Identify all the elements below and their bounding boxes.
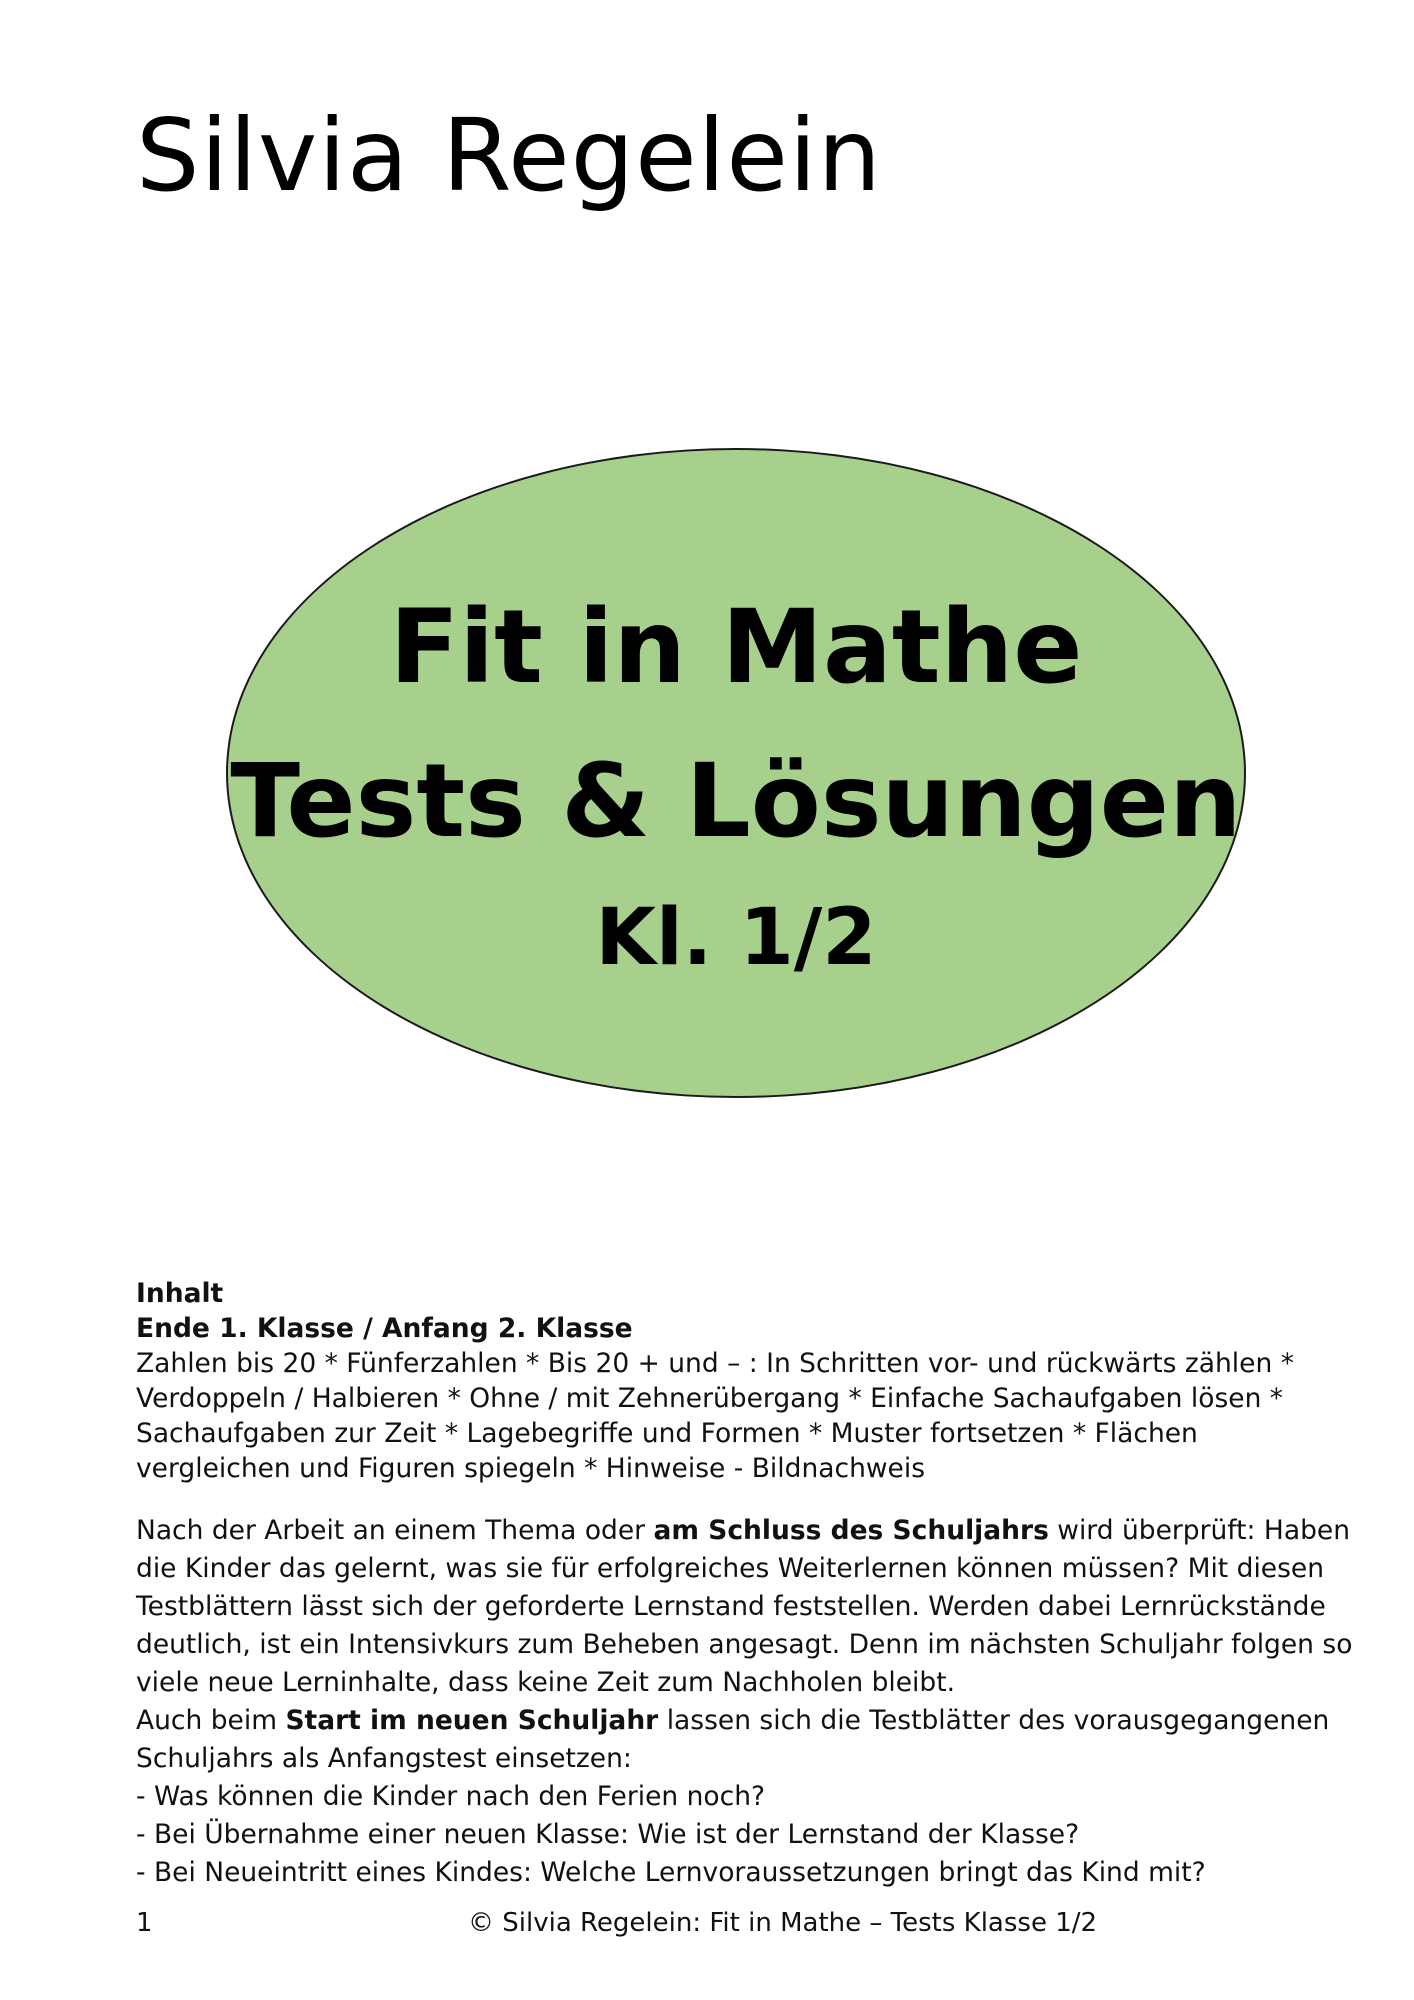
page-number: 1 bbox=[136, 1908, 153, 1938]
intro-p2-text-start: Auch beim bbox=[136, 1705, 286, 1736]
contents-subheading: Ende 1. Klasse / Anfang 2. Klasse bbox=[136, 1313, 633, 1344]
intro-paragraph-2 bbox=[136, 1702, 1356, 1778]
intro-text bbox=[136, 1512, 1356, 1892]
contents-heading: Inhalt bbox=[136, 1278, 224, 1309]
contents-topics: Zahlen bis 20 * Fünferzahlen * Bis 20 + und – : In Schritten vor- und rückwärts zählen * Verdoppeln / Halbieren * Ohne / mit Zehnerübergang * Einfache Sachaufgaben lösen * Sachaufgaben zur Zeit * Lagebegriffe und Formen * Muster fortsetzen * Flächen vergleichen und Figuren spiegeln * Hinweise - Bildnachweis bbox=[136, 1348, 1294, 1484]
author-name: Silvia Regelein bbox=[136, 97, 883, 214]
title-line-2: Tests & Lösungen bbox=[230, 742, 1242, 861]
content-section bbox=[136, 1276, 1356, 1892]
table-of-contents bbox=[136, 1276, 1356, 1486]
intro-p1-text-start: Nach der Arbeit an einem Thema oder bbox=[136, 1515, 654, 1546]
intro-p1-text-end: wird überprüft: Haben die Kinder das gelernt, was sie für erfolgreiches Weiterlernen können müssen? Mit diesen Testblättern lässt sich der geforderte Lernstand feststellen. Werden dabei Lernrückstände deutlich, ist ein Intensivkurs zum Beheben angesagt. Denn im nächsten Schuljahr folgen so viele neue Lerninhalte, dass keine Zeit zum Nachholen bleibt. bbox=[136, 1515, 1353, 1698]
list-item: - Was können die Kinder nach den Ferien noch? bbox=[136, 1781, 766, 1812]
usage-list bbox=[136, 1778, 1356, 1892]
title-line-1: Fit in Mathe bbox=[389, 588, 1083, 707]
title-grade-level: Kl. 1/2 bbox=[595, 893, 877, 983]
intro-p2-emphasis: Start im neuen Schuljahr bbox=[285, 1705, 659, 1736]
intro-p1-emphasis: am Schluss des Schuljahrs bbox=[653, 1515, 1049, 1546]
footer-copyright: © Silvia Regelein: Fit in Mathe – Tests Klasse 1/2 bbox=[468, 1908, 1098, 1938]
list-item: - Bei Übernahme einer neuen Klasse: Wie ist der Lernstand der Klasse? bbox=[136, 1819, 1080, 1850]
list-item: - Bei Neueintritt eines Kindes: Welche Lernvoraussetzungen bringt das Kind mit? bbox=[136, 1857, 1206, 1888]
intro-paragraph-1 bbox=[136, 1512, 1356, 1702]
intro-p2-text-end: lassen sich die Testblätter des vorausgegangenen Schuljahrs als Anfangstest einsetzen: bbox=[136, 1705, 1330, 1774]
